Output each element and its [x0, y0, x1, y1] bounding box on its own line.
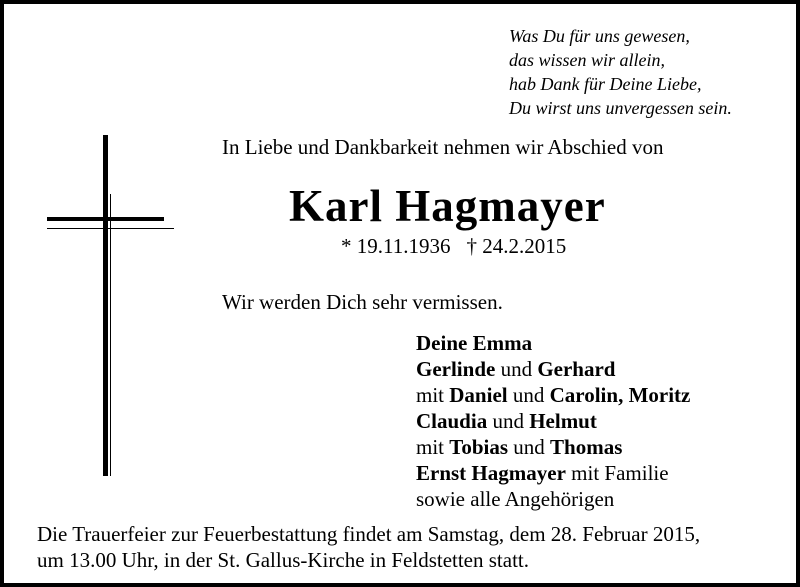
- family-line: [416, 382, 690, 408]
- family-line: [416, 434, 690, 460]
- family-list: [416, 330, 690, 512]
- funeral-service-info: [37, 521, 700, 573]
- prefix: mit: [416, 435, 450, 459]
- family-member: Gerhard: [537, 357, 616, 381]
- family-member: Daniel: [449, 383, 508, 407]
- conjunction: und: [507, 383, 550, 407]
- suffix: mit Familie: [565, 461, 669, 485]
- cross-horizontal-beam: [47, 217, 164, 221]
- family-line: [416, 330, 690, 356]
- poem-line: hab Dank für Deine Liebe,: [509, 74, 702, 94]
- family-line: [416, 486, 690, 512]
- prefix: mit: [416, 383, 450, 407]
- family-member: Helmut: [529, 409, 597, 433]
- conjunction: und: [508, 435, 551, 459]
- family-member: Gerlinde: [416, 357, 496, 381]
- poem: [509, 24, 732, 120]
- relatives-text: sowie alle Angehörigen: [416, 487, 615, 511]
- family-member: Thomas: [550, 435, 623, 459]
- family-member: Carolin, Moritz: [549, 383, 691, 407]
- poem-line: Du wirst uns unvergessen sein.: [509, 98, 732, 118]
- family-line: [416, 356, 690, 382]
- family-line: [416, 460, 690, 486]
- service-line: Die Trauerfeier zur Feuerbestattung findet am Samstag, dem 28. Februar 2015,: [37, 522, 701, 546]
- family-member: Tobias: [449, 435, 509, 459]
- family-line: [416, 408, 690, 434]
- family-member: Claudia: [416, 409, 488, 433]
- poem-line: das wissen wir allein,: [509, 50, 666, 70]
- cross-vertical-shadow: [110, 194, 111, 476]
- deceased-name: Karl Hagmayer: [289, 181, 606, 231]
- family-member: Deine Emma: [416, 331, 533, 355]
- poem-line: Was Du für uns gewesen,: [509, 26, 690, 46]
- farewell-text: Wir werden Dich sehr vermissen.: [222, 290, 503, 314]
- life-dates: [341, 234, 566, 259]
- cross-vertical-beam: [103, 135, 108, 476]
- cross-horizontal-shadow: [47, 228, 174, 229]
- service-line: um 13.00 Uhr, in der St. Gallus-Kirche in Feldstetten statt.: [37, 548, 530, 572]
- family-member: Ernst Hagmayer: [416, 461, 566, 485]
- conjunction: und: [487, 409, 530, 433]
- conjunction: und: [495, 357, 538, 381]
- intro-text: In Liebe und Dankbarkeit nehmen wir Abschied von: [222, 135, 664, 159]
- birth-date: * 19.11.1936: [341, 234, 451, 258]
- death-date: † 24.2.2015: [466, 234, 567, 258]
